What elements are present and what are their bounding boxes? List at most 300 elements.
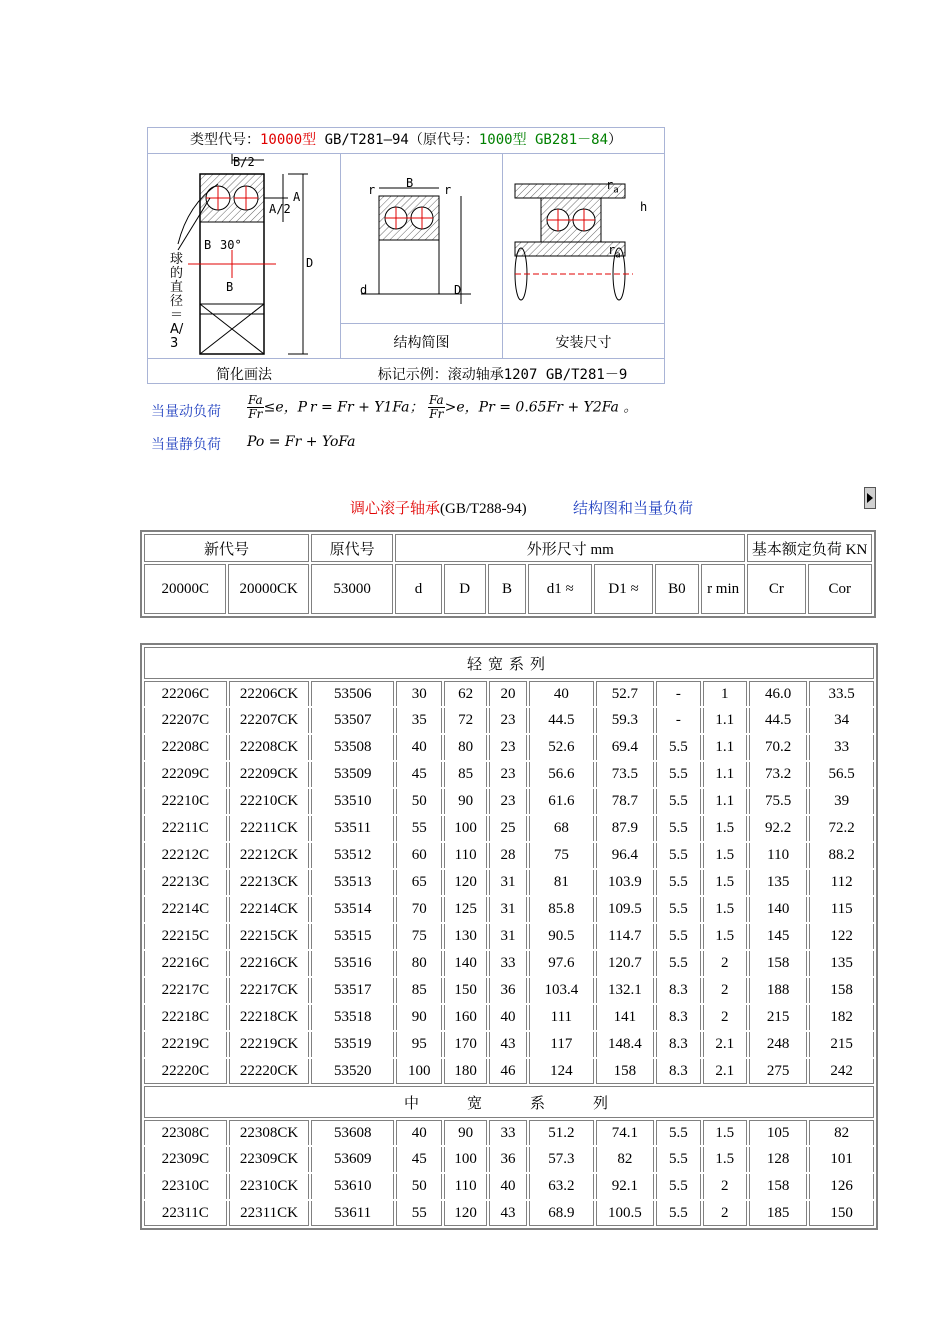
cell-old-ck-code: 22211CK	[229, 816, 310, 841]
col-header-D1: D1 ≈	[594, 564, 652, 614]
cell-B0: 8.3	[656, 1059, 700, 1084]
cell-D: 110	[444, 1174, 486, 1199]
col-header-d: d	[395, 564, 441, 614]
cell-d1: 81	[529, 870, 594, 895]
cell-d: 60	[396, 843, 442, 868]
table-row	[144, 708, 874, 733]
cell-cr: 92.2	[749, 816, 807, 841]
cell-old-code: 53516	[311, 951, 394, 976]
cell-B: 36	[489, 978, 527, 1003]
cell-B0: 5.5	[656, 897, 700, 922]
cell-B: 23	[489, 789, 527, 814]
load-header: 基本额定负荷 KN	[747, 534, 872, 562]
cell-new-code: 22308C	[144, 1120, 227, 1145]
cell-r-min: 2	[703, 1201, 747, 1226]
cell-cr: 248	[749, 1032, 807, 1057]
install-drawing	[503, 154, 665, 322]
cell-d: 55	[396, 816, 442, 841]
cell-D1: 69.4	[596, 735, 654, 760]
cell-d: 45	[396, 1147, 442, 1172]
cell-B0: 8.3	[656, 978, 700, 1003]
cell-D1: 73.5	[596, 762, 654, 787]
cell-cr: 46.0	[749, 681, 807, 706]
cell-d1: 57.3	[529, 1147, 594, 1172]
cell-cr: 188	[749, 978, 807, 1003]
cell-r-min: 1.5	[703, 843, 747, 868]
cell-r-min: 2.1	[703, 1059, 747, 1084]
cell-d1: 52.6	[529, 735, 594, 760]
cell-r-min: 2.1	[703, 1032, 747, 1057]
cell-new-code: 22311C	[144, 1201, 227, 1226]
table-row	[144, 924, 874, 949]
table-row	[144, 1005, 874, 1030]
cell-B0: 5.5	[656, 843, 700, 868]
cell-B0: 5.5	[656, 1201, 700, 1226]
cell-B: 40	[489, 1174, 527, 1199]
cell-old-ck-code: 22310CK	[229, 1174, 310, 1199]
cell-D1: 52.7	[596, 681, 654, 706]
cell-r-min: 1.5	[703, 924, 747, 949]
cell-d: 55	[396, 1201, 442, 1226]
cell-cr: 145	[749, 924, 807, 949]
cell-new-code: 22218C	[144, 1005, 227, 1030]
cell-new-code: 22209C	[144, 762, 227, 787]
cell-d: 35	[396, 708, 442, 733]
table-row	[144, 843, 874, 868]
col-header-cor: Cor	[808, 564, 872, 614]
cell-B: 36	[489, 1147, 527, 1172]
cell-old-ck-code: 22214CK	[229, 897, 310, 922]
cell-d1: 97.6	[529, 951, 594, 976]
cell-D: 130	[444, 924, 486, 949]
cell-B: 23	[489, 708, 527, 733]
b-label: B	[226, 280, 234, 294]
cell-D: 120	[444, 1201, 486, 1226]
cell-B0: 8.3	[656, 1005, 700, 1030]
cell-D1: 87.9	[596, 816, 654, 841]
cell-old-ck-code: 22210CK	[229, 789, 310, 814]
cell-cor: 82	[809, 1120, 874, 1145]
cell-d1: 40	[529, 681, 594, 706]
caption-example: 标记示例：滚动轴承1207 GB/T281－9	[377, 367, 628, 383]
cell-cr: 140	[749, 897, 807, 922]
structure-b-label: B	[406, 176, 414, 190]
cell-old-code: 53611	[311, 1201, 394, 1226]
structure-load-link[interactable]: 结构图和当量负荷	[573, 501, 694, 517]
cell-old-code: 53513	[311, 870, 394, 895]
cell-B: 46	[489, 1059, 527, 1084]
header-table	[140, 530, 876, 618]
cell-B: 33	[489, 1120, 527, 1145]
cell-B: 23	[489, 762, 527, 787]
cell-old-code: 53609	[311, 1147, 394, 1172]
type-label: 类型代号：	[189, 132, 260, 148]
cell-D1: 109.5	[596, 897, 654, 922]
cell-B: 33	[489, 951, 527, 976]
col-header-D: D	[444, 564, 486, 614]
cell-B0: -	[656, 681, 700, 706]
old-code-header: 原代号	[311, 534, 393, 562]
bearing-figure	[147, 127, 665, 384]
r-label-right: r	[444, 183, 452, 197]
cell-D: 170	[444, 1032, 486, 1057]
cell-r-min: 1.5	[703, 1120, 747, 1145]
cell-r-min: 1	[703, 681, 747, 706]
table-row	[144, 1147, 874, 1172]
cell-D1: 74.1	[596, 1120, 654, 1145]
cell-B: 23	[489, 735, 527, 760]
cell-old-code: 53608	[311, 1120, 394, 1145]
cell-new-code: 22208C	[144, 735, 227, 760]
cell-B0: 5.5	[656, 1120, 700, 1145]
cell-new-code: 22310C	[144, 1174, 227, 1199]
cell-D: 85	[444, 762, 486, 787]
cell-d1: 44.5	[529, 708, 594, 733]
table-row	[144, 762, 874, 787]
cell-r-min: 1.5	[703, 816, 747, 841]
figure-header	[148, 128, 664, 154]
col-header-r-min: r min	[701, 564, 745, 614]
cell-r-min: 2	[703, 978, 747, 1003]
cell-r-min: 1.1	[703, 708, 747, 733]
cell-cor: 126	[809, 1174, 874, 1199]
cell-D: 140	[444, 951, 486, 976]
cell-r-min: 1.1	[703, 762, 747, 787]
cell-B0: 5.5	[656, 924, 700, 949]
cell-old-ck-code: 22218CK	[229, 1005, 310, 1030]
cell-cor: 115	[809, 897, 874, 922]
col-header-B0: B0	[655, 564, 699, 614]
cell-old-ck-code: 22216CK	[229, 951, 310, 976]
cell-old-code: 53514	[311, 897, 394, 922]
cell-D1: 78.7	[596, 789, 654, 814]
cell-D: 160	[444, 1005, 486, 1030]
cell-old-ck-code: 22308CK	[229, 1120, 310, 1145]
cell-cr: 158	[749, 1174, 807, 1199]
cell-cr: 158	[749, 951, 807, 976]
cell-old-code: 53509	[311, 762, 394, 787]
table-row	[144, 870, 874, 895]
cell-d: 50	[396, 789, 442, 814]
cell-d1: 51.2	[529, 1120, 594, 1145]
cell-cor: 33	[809, 735, 874, 760]
cell-D: 120	[444, 870, 486, 895]
cell-D1: 148.4	[596, 1032, 654, 1057]
cell-B: 40	[489, 1005, 527, 1030]
cell-cor: 122	[809, 924, 874, 949]
cell-B: 20	[489, 681, 527, 706]
cell-old-code: 53511	[311, 816, 394, 841]
cell-d: 80	[396, 951, 442, 976]
cell-B0: 8.3	[656, 1032, 700, 1057]
cell-D1: 120.7	[596, 951, 654, 976]
cell-D: 72	[444, 708, 486, 733]
cell-new-code: 22220C	[144, 1059, 227, 1084]
b-half-label: B/2	[233, 155, 255, 169]
cell-cor: 242	[809, 1059, 874, 1084]
cell-d: 40	[396, 1120, 442, 1145]
table-row	[144, 789, 874, 814]
cell-r-min: 1.1	[703, 789, 747, 814]
static-load-formula: Po = Fr + YoFa	[247, 434, 356, 450]
cell-D: 125	[444, 897, 486, 922]
cell-cor: 56.5	[809, 762, 874, 787]
cell-D: 100	[444, 816, 486, 841]
cell-r-min: 2	[703, 1174, 747, 1199]
cell-d1: 61.6	[529, 789, 594, 814]
cell-cr: 185	[749, 1201, 807, 1226]
cell-B: 28	[489, 843, 527, 868]
cell-D1: 92.1	[596, 1174, 654, 1199]
series-title: 中 宽 系 列	[144, 1086, 874, 1118]
cell-cr: 110	[749, 843, 807, 868]
cell-old-ck-code: 22212CK	[229, 843, 310, 868]
table-row	[144, 1059, 874, 1084]
cell-D1: 100.5	[596, 1201, 654, 1226]
cell-cor: 88.2	[809, 843, 874, 868]
cell-old-ck-code: 22219CK	[229, 1032, 310, 1057]
col-header-old-code: 53000	[311, 564, 393, 614]
cell-cor: 158	[809, 978, 874, 1003]
cell-cr: 275	[749, 1059, 807, 1084]
table-row	[144, 1032, 874, 1057]
table-row	[144, 681, 874, 706]
type-std: GB/T281—94（原代号：	[316, 132, 479, 148]
cell-old-code: 53506	[311, 681, 394, 706]
col-header-old-ck-code: 20000CK	[228, 564, 308, 614]
data-table	[140, 643, 878, 1230]
a-half-label: A/2	[269, 202, 291, 216]
type-code: 10000型	[259, 132, 317, 148]
cell-old-code: 53520	[311, 1059, 394, 1084]
cell-B0: 5.5	[656, 789, 700, 814]
cell-d: 100	[396, 1059, 442, 1084]
cell-d: 90	[396, 1005, 442, 1030]
cell-D1: 141	[596, 1005, 654, 1030]
cell-old-code: 53510	[311, 789, 394, 814]
dynamic-load-label: 当量动负荷	[151, 404, 221, 420]
caption-simplified: 简化画法	[216, 367, 272, 383]
d-outer-label: D	[306, 256, 314, 270]
caption-install: 安装尺寸	[555, 335, 612, 351]
h-label: h	[640, 200, 648, 214]
cell-B0: 5.5	[656, 1174, 700, 1199]
cell-new-code: 22214C	[144, 897, 227, 922]
table-row	[144, 951, 874, 976]
table-row	[144, 735, 874, 760]
cell-D1: 114.7	[596, 924, 654, 949]
cell-old-ck-code: 22207CK	[229, 708, 310, 733]
cell-old-ck-code: 22206CK	[229, 681, 310, 706]
cell-cor: 101	[809, 1147, 874, 1172]
series-title: 轻宽系列	[144, 647, 874, 679]
cell-d: 65	[396, 870, 442, 895]
cell-old-code: 53519	[311, 1032, 394, 1057]
section-title: 调心滚子轴承(GB/T288-94)	[350, 501, 527, 517]
cell-cr: 73.2	[749, 762, 807, 787]
cell-cr: 75.5	[749, 789, 807, 814]
cell-r-min: 1.5	[703, 897, 747, 922]
cell-D: 62	[444, 681, 486, 706]
cell-d: 70	[396, 897, 442, 922]
cell-cr: 105	[749, 1120, 807, 1145]
cell-D1: 158	[596, 1059, 654, 1084]
a-label: A	[293, 190, 301, 204]
col-header-cr: Cr	[747, 564, 805, 614]
cell-d1: 56.6	[529, 762, 594, 787]
cell-old-ck-code: 22217CK	[229, 978, 310, 1003]
cell-r-min: 2	[703, 951, 747, 976]
cell-D: 90	[444, 789, 486, 814]
cell-d: 45	[396, 762, 442, 787]
col-header-new-code: 20000C	[144, 564, 226, 614]
col-header-d1: d1 ≈	[528, 564, 592, 614]
cell-D: 80	[444, 735, 486, 760]
table-row	[144, 1174, 874, 1199]
cell-d: 75	[396, 924, 442, 949]
cell-old-code: 53518	[311, 1005, 394, 1030]
table-row	[144, 1201, 874, 1226]
cell-d1: 75	[529, 843, 594, 868]
cell-D1: 132.1	[596, 978, 654, 1003]
cell-B0: -	[656, 708, 700, 733]
cell-new-code: 22212C	[144, 843, 227, 868]
col-header-B: B	[488, 564, 526, 614]
cell-D: 90	[444, 1120, 486, 1145]
cell-r-min: 1.5	[703, 870, 747, 895]
cell-D: 110	[444, 843, 486, 868]
r-label-left: r	[368, 183, 376, 197]
cell-d: 95	[396, 1032, 442, 1057]
cell-cor: 112	[809, 870, 874, 895]
cell-old-ck-code: 22220CK	[229, 1059, 310, 1084]
b-angle-label: B	[204, 238, 212, 252]
cell-new-code: 22215C	[144, 924, 227, 949]
cell-B: 43	[489, 1201, 527, 1226]
cell-new-code: 22309C	[144, 1147, 227, 1172]
next-arrow-button[interactable]	[864, 487, 876, 509]
cell-B: 25	[489, 816, 527, 841]
d-inner-label: d	[360, 283, 368, 297]
cell-cor: 135	[809, 951, 874, 976]
cell-old-ck-code: 22213CK	[229, 870, 310, 895]
cell-D1: 59.3	[596, 708, 654, 733]
caption-structure: 结构简图	[393, 335, 450, 351]
ra-label-bottom: $r_a$	[608, 243, 621, 261]
cell-old-code: 53508	[311, 735, 394, 760]
cell-d1: 68.9	[529, 1201, 594, 1226]
cell-B0: 5.5	[656, 870, 700, 895]
table-row	[144, 1120, 874, 1145]
cell-new-code: 22207C	[144, 708, 227, 733]
cell-cr: 135	[749, 870, 807, 895]
structure-d-label: D	[454, 283, 462, 297]
cell-cor: 39	[809, 789, 874, 814]
cell-old-code: 53610	[311, 1174, 394, 1199]
cell-B: 31	[489, 870, 527, 895]
cell-D: 150	[444, 978, 486, 1003]
cell-D1: 103.9	[596, 870, 654, 895]
cell-cor: 215	[809, 1032, 874, 1057]
static-load-label: 当量静负荷	[151, 437, 221, 453]
cell-old-code: 53515	[311, 924, 394, 949]
cell-d1: 90.5	[529, 924, 594, 949]
cell-B0: 5.5	[656, 1147, 700, 1172]
ra-label-top: $r_a$	[606, 178, 619, 196]
cell-new-code: 22213C	[144, 870, 227, 895]
cell-d1: 111	[529, 1005, 594, 1030]
table-row	[144, 978, 874, 1003]
cell-d: 30	[396, 681, 442, 706]
cell-d1: 85.8	[529, 897, 594, 922]
cell-old-ck-code: 22311CK	[229, 1201, 310, 1226]
cell-d: 85	[396, 978, 442, 1003]
cell-cr: 128	[749, 1147, 807, 1172]
cell-B0: 5.5	[656, 951, 700, 976]
cell-d: 50	[396, 1174, 442, 1199]
ball-diameter-label: 球的直径＝A/3	[170, 252, 184, 351]
cell-cor: 182	[809, 1005, 874, 1030]
cell-new-code: 22219C	[144, 1032, 227, 1057]
cell-cor: 34	[809, 708, 874, 733]
cell-r-min: 2	[703, 1005, 747, 1030]
cell-new-code: 22210C	[144, 789, 227, 814]
cell-cr: 215	[749, 1005, 807, 1030]
cell-d1: 124	[529, 1059, 594, 1084]
new-code-header: 新代号	[144, 534, 309, 562]
cell-d1: 68	[529, 816, 594, 841]
cell-cor: 33.5	[809, 681, 874, 706]
cell-d1: 103.4	[529, 978, 594, 1003]
old-code: 1000型 GB281－84	[478, 132, 609, 148]
cell-old-ck-code: 22215CK	[229, 924, 310, 949]
cell-old-code: 53507	[311, 708, 394, 733]
cell-old-code: 53512	[311, 843, 394, 868]
dynamic-load-formula: $\frac{Fa}{Fr}\le e$，P r = Fr + Y1Fa； $\frac{Fa}{Fr}>e$，Pr = 0.65Fr + Y2Fa 。	[248, 393, 638, 421]
table-row	[144, 816, 874, 841]
cell-B0: 5.5	[656, 762, 700, 787]
cell-new-code: 22206C	[144, 681, 227, 706]
cell-new-code: 22216C	[144, 951, 227, 976]
play-arrow-icon	[867, 493, 873, 503]
dims-header: 外形尺寸 mm	[395, 534, 745, 562]
cell-cor: 72.2	[809, 816, 874, 841]
cell-old-ck-code: 22209CK	[229, 762, 310, 787]
cell-r-min: 1.1	[703, 735, 747, 760]
angle-label: 30°	[220, 238, 242, 252]
cell-old-ck-code: 22208CK	[229, 735, 310, 760]
cell-B: 43	[489, 1032, 527, 1057]
cell-new-code: 22211C	[144, 816, 227, 841]
cell-B: 31	[489, 924, 527, 949]
cell-d1: 63.2	[529, 1174, 594, 1199]
cell-new-code: 22217C	[144, 978, 227, 1003]
cell-D: 180	[444, 1059, 486, 1084]
cell-B0: 5.5	[656, 735, 700, 760]
cell-D: 100	[444, 1147, 486, 1172]
cell-cr: 70.2	[749, 735, 807, 760]
cell-B: 31	[489, 897, 527, 922]
cell-B0: 5.5	[656, 816, 700, 841]
cell-d1: 117	[529, 1032, 594, 1057]
cell-old-ck-code: 22309CK	[229, 1147, 310, 1172]
cell-D1: 82	[596, 1147, 654, 1172]
cell-D1: 96.4	[596, 843, 654, 868]
table-row	[144, 897, 874, 922]
cell-cr: 44.5	[749, 708, 807, 733]
cell-old-code: 53517	[311, 978, 394, 1003]
cell-d: 40	[396, 735, 442, 760]
